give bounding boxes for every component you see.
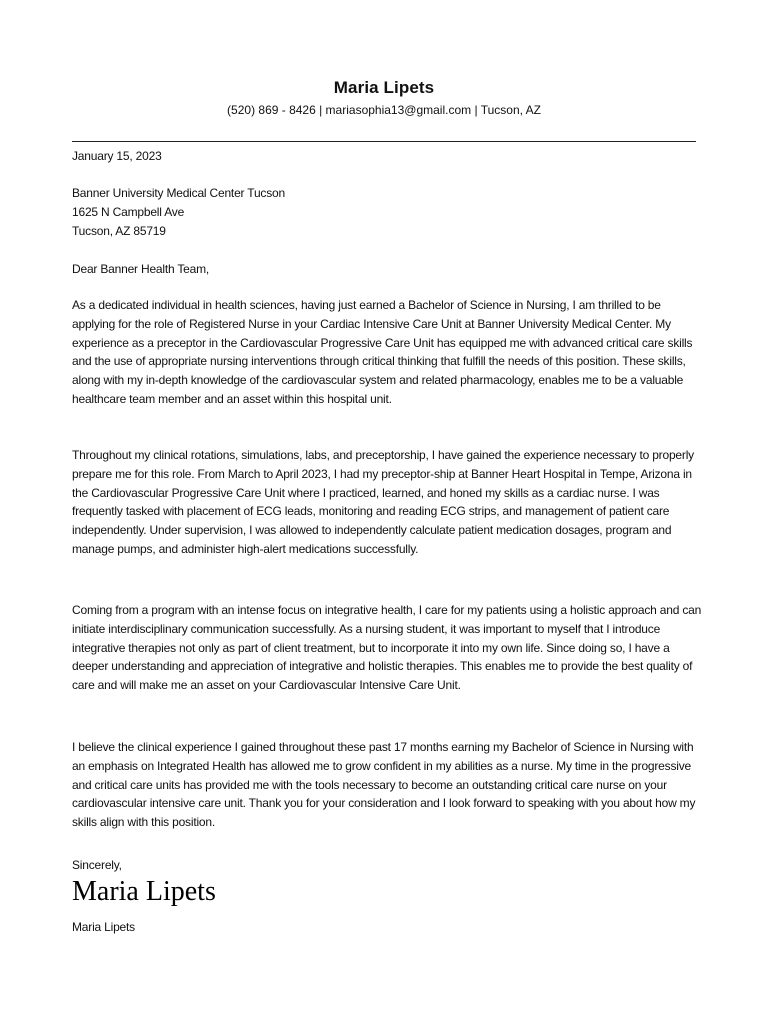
applicant-name: Maria Lipets xyxy=(333,78,435,97)
recipient-address xyxy=(72,184,704,240)
header-divider xyxy=(72,141,696,142)
body-paragraph: Throughout my clinical rotations, simulations, labs, and preceptorship, I have gained the experience necessary to properly prepare me for this role. From March to April 2023, I had my preceptor-ship at Banner Heart Hospital in Tempe, Arizona in the Cardiovascular Progressive Care Unit where I practiced, learned, and honed my skills as a cardiac nurse. I was frequently tasked with placement of ECG leads, monitoring and reading ECG strips, and management of patient care independently. Under supervision, I was allowed to independently calculate patient medication dosages, program and manage pumps, and administer high-alert medications successfully. xyxy=(72,448,694,556)
contact-line: (520) 869 - 8426 | mariasophia13@gmail.com | Tucson, AZ xyxy=(227,103,541,117)
body-paragraph: Coming from a program with an intense focus on integrative health, I care for my patients using a holistic approach and can initiate interdisciplinary communication successfully. As a nursing student, it was important to myself that I introduce integrative therapies not only as part of client treatment, but to incorporate it into my own life. Since doing so, I have a deeper understanding and appreciation of integrative and holistic therapies. This enables me to provide the best quality of care and will make me an asset on your Cardiovascular Intensive Care Unit. xyxy=(72,603,702,693)
salutation: Dear Banner Health Team, xyxy=(72,262,210,276)
recipient-line: 1625 N Campbell Ave xyxy=(72,204,185,219)
body-paragraph: I believe the clinical experience I gained throughout these past 17 months earning my Bachelor of Science in Nursing with an emphasis on Integrated Health has allowed me to grow confident in my abilities as a nurse. My time in the progressive and critical care units has provided me with the tools necessary to become an outstanding critical care nurse on your cardiovascular intensive care unit. Thank you for your consideration and I look forward to speaking with you about how my skills align with this position. xyxy=(72,740,696,830)
recipient-line: Banner University Medical Center Tucson xyxy=(72,186,285,200)
signature: Maria Lipets xyxy=(72,876,216,907)
letter-date: January 15, 2023 xyxy=(72,149,162,163)
recipient-line: Tucson, AZ 85719 xyxy=(72,223,166,238)
closing: Sincerely, xyxy=(72,858,122,872)
signed-name: Maria Lipets xyxy=(72,920,135,934)
body-paragraph: As a dedicated individual in health sciences, having just earned a Bachelor of Science in Nursing, I am thrilled to be applying for the role of Registered Nurse in your Cardiac Intensive Care Unit at Banner University Medical Center. My experience as a preceptor in the Cardiovascular Progressive Care Unit has equipped me with advanced critical care skills and the use of appropriate nursing interventions through critical thinking that fulfill the needs of this position. These skills, along with my in-depth knowledge of the cardiovascular system and related pharmacology, enables me to be a valuable healthcare team member and an asset within this hospital unit. xyxy=(72,298,693,406)
